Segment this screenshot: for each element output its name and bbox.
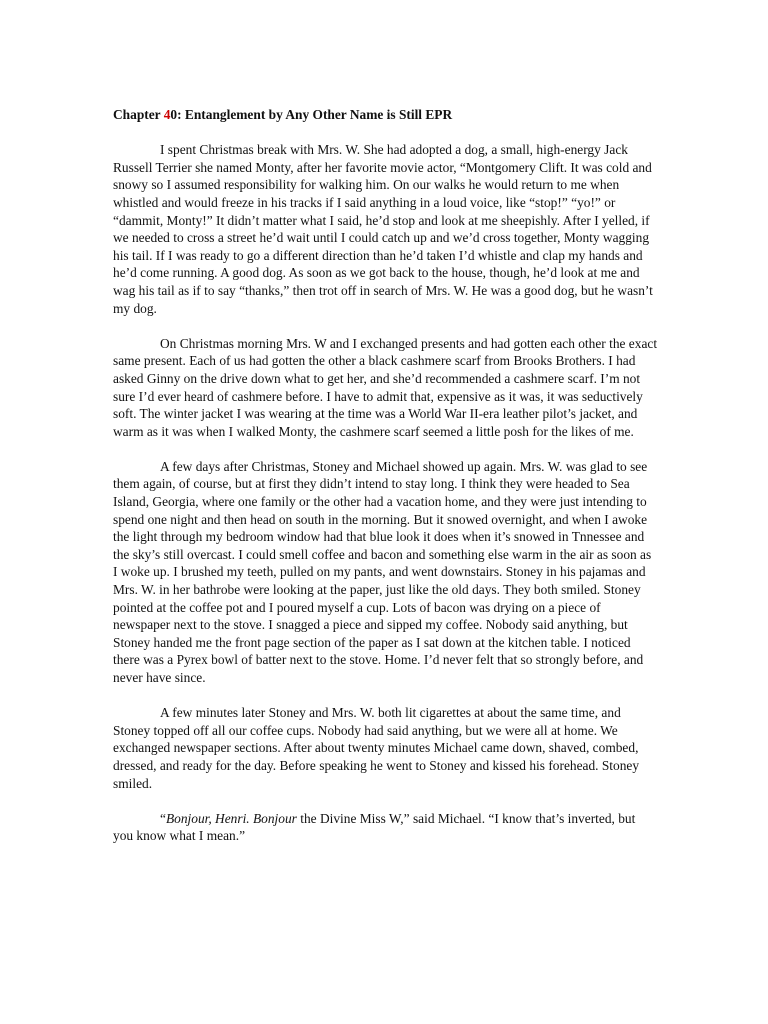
paragraph-2: On Christmas morning Mrs. W and I exchanged presents and had gotten each other the exact same present. Each of us had gotten the other a black cashmere scarf from Brooks Brothers. I had asked Ginny on the drive down what to get her, and she’d recommended a cashmere scarf. I’m not sure I’d ever heard of cashmere before. I have to admit that, expensive as it was, it was seductively soft. The winter jacket I was wearing at the time was a World War II-era leather pilot’s jacket, and warm as it was when I walked Monty, the cashmere scarf seemed a little posh for the likes of me. <box>113 335 658 439</box>
open-quote: “ <box>160 810 166 826</box>
paragraph-4: A few minutes later Stoney and Mrs. W. both lit cigarettes at about the same time, and Stoney topped off all our coffee cups. Nobody had said anything, but we were all at home. We exchanged newspaper sections. After about twenty minutes Michael came down, shaved, combed, dressed, and ready for the day. Before speaking he went to Stoney and kissed his forehead. Stoney smiled. <box>113 705 640 791</box>
paragraph-5-rest: the Divine Miss W,” said Michael. “I know that’s inverted, but you know what I mean.” <box>113 810 636 844</box>
chapter-body <box>113 106 658 845</box>
chapter-title: : Entanglement by Any Other Name is Still EPR <box>177 107 453 122</box>
chapter-heading <box>113 106 658 124</box>
paragraph-1: I spent Christmas break with Mrs. W. She had adopted a dog, a small, high-energy Jack Russell Terrier she named Monty, after her favorite movie actor, “Montgomery Clift. It was cold and snowy so I assumed responsibility for walking him. On our walks he would return to me when whistled and would freeze in his tracks if I said anything in a loud voice, like “stop!” “yo!” or “dammit, Monty!” It didn’t matter what I said, he’d stop and look at me sheepishly. After I yelled, if we needed to cross a street he’d wait until I could catch up and we’d cross together, Monty wagging his tail. If I was ready to go a different direction than he’d taken I’d whistle and clap my hands and he’d come running. A good dog. As soon as we got back to the house, though, he’d look at me and wag his tail as if to say “thanks,” then trot off in search of Mrs. W. He was a good dog, but he wasn’t my dog. <box>113 142 653 316</box>
paragraph-5 <box>113 810 658 845</box>
chapter-number-digit-1: 4 <box>163 107 171 122</box>
chapter-prefix: Chapter <box>113 107 164 122</box>
paragraph-3: A few days after Christmas, Stoney and Michael showed up again. Mrs. W. was glad to see them again, of course, but at first they didn’t intend to stay long. I think they were headed to Sea Island, Georgia, where one family or the other had a vacation home, and they were just intending to spend one night and then head on south in the morning. But it snowed overnight, and when I awoke the light through my bedroom window had that blue look it does when it’s snowed in Tnnessee and the sky’s still overcast. I could smell coffee and bacon and something else warm in the air as soon as I woke up. I brushed my teeth, pulled on my pants, and went downstairs. Stoney in his pajamas and Mrs. W. in her bathrobe were looking at the paper, just like the old days. They both smiled. Stoney pointed at the coffee pot and I poured myself a cup. Lots of bacon was drying on a piece of newspaper next to the stove. I snagged a piece and sipped my coffee. Nobody said anything, but Stoney handed me the front page section of the paper as I sat down at the kitchen table. I noticed there was a Pyrex bowl of batter next to the stove. Home. I’d never felt that so strongly before, and never have since. <box>113 458 652 685</box>
chapter-number-digit-2: 0 <box>170 107 178 122</box>
italic-greeting: Bonjour, Henri. Bonjour <box>165 810 297 826</box>
